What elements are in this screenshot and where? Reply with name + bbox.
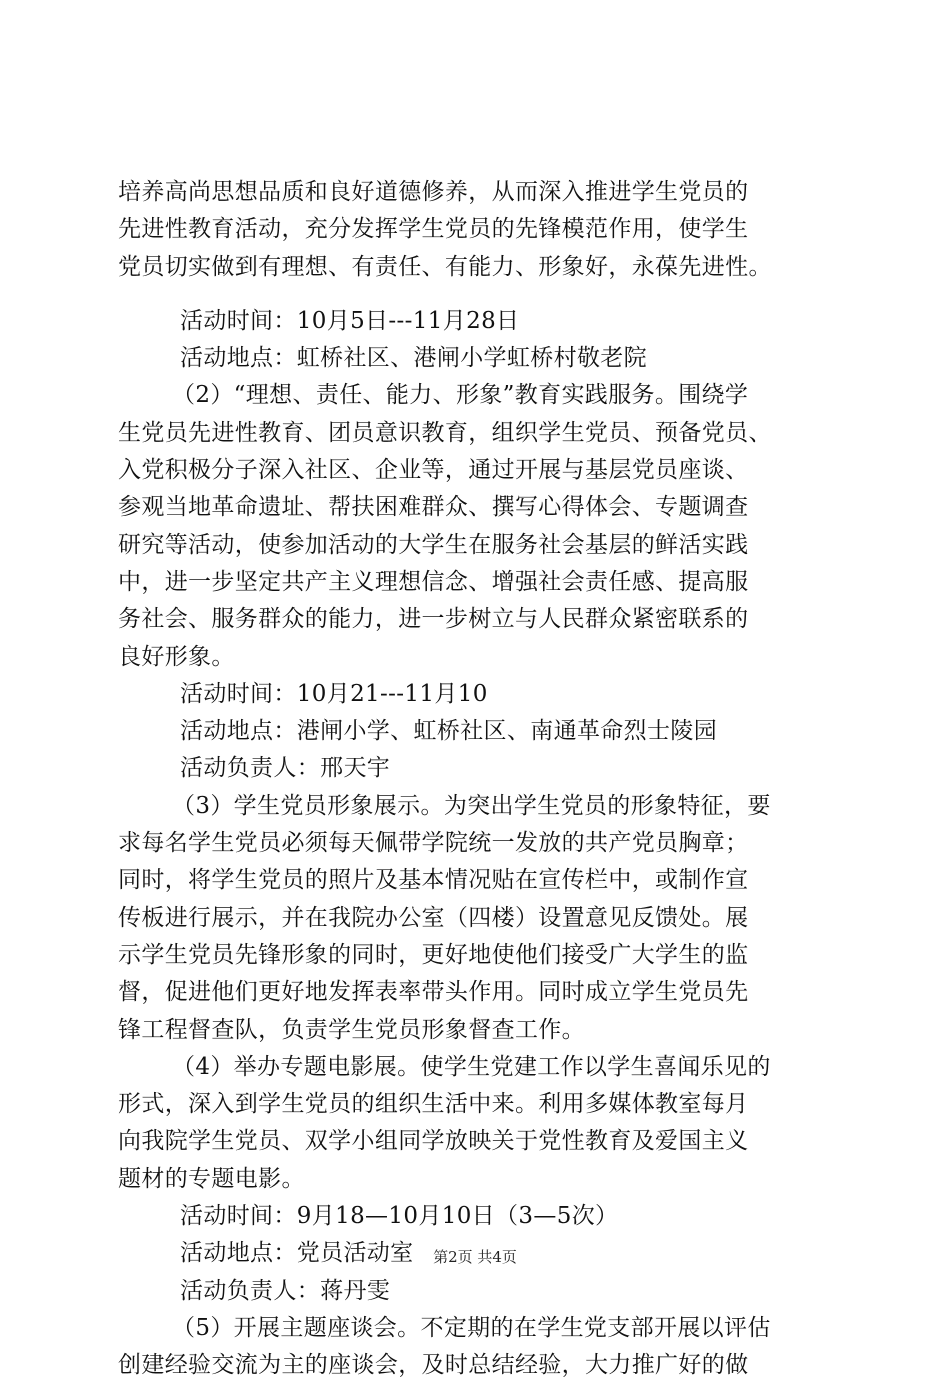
paragraph-intro: [118, 174, 838, 286]
activity-location: 活动地点：党员活动室: [180, 1240, 414, 1267]
activity-owner: 活动负责人：邢天宇: [180, 755, 391, 782]
activity-info-1: [118, 303, 838, 378]
activity-time: 活动时间：9月18—10月10日（3—5次）: [180, 1203, 619, 1230]
page-number-footer: 第2页 共4页: [433, 1248, 517, 1266]
activity-info-2: [118, 676, 838, 788]
activity-time: 活动时间：10月21---11月10: [180, 680, 488, 707]
text-line: 党员切实做到有理想、有责任、有能力、形象好，永葆先进性。: [118, 253, 772, 280]
text-line: 形式，深入到学生党员的组织生活中来。利用多媒体教室每月: [118, 1091, 749, 1118]
text-line: 生党员先进性教育、团员意识教育，组织学生党员、预备党员、: [118, 419, 772, 446]
paragraph-item-4: [118, 1049, 838, 1198]
paragraph-gap: [118, 286, 838, 303]
activity-owner: 活动负责人：蒋丹雯: [180, 1277, 391, 1304]
text-line: 良好形象。: [118, 643, 235, 670]
paragraph-item-2: [118, 377, 838, 675]
text-line: 题材的专题电影。: [118, 1165, 305, 1192]
text-line: （4）举办专题电影展。使学生党建工作以学生喜闻乐见的: [172, 1053, 771, 1080]
text-line: 同时，将学生党员的照片及基本情况贴在宣传栏中，或制作宣: [118, 867, 749, 894]
text-line: 向我院学生党员、双学小组同学放映关于党性教育及爱国主义: [118, 1128, 749, 1155]
paragraph-item-5: [118, 1310, 838, 1385]
text-line: 研究等活动，使参加活动的大学生在服务社会基层的鲜活实践: [118, 531, 749, 558]
text-line: 传板进行展示，并在我院办公室（四楼）设置意见反馈处。展: [118, 904, 749, 931]
activity-time: 活动时间：10月5日---11月28日: [180, 307, 520, 334]
text-line: 创建经验交流为主的座谈会，及时总结经验，大力推广好的做: [118, 1352, 749, 1379]
activity-location: 活动地点：虹桥社区、港闸小学虹桥村敬老院: [180, 345, 647, 372]
text-line: 参观当地革命遗址、帮扶困难群众、撰写心得体会、专题调查: [118, 494, 749, 521]
text-line: 培养高尚思想品质和良好道德修养，从而深入推进学生党员的: [118, 179, 749, 205]
text-line: 务社会、服务群众的能力，进一步树立与人民群众紧密联系的: [118, 606, 749, 633]
activity-location: 活动地点：港闸小学、虹桥社区、南通革命烈士陵园: [180, 718, 718, 745]
text-line: 示学生党员先锋形象的同时，更好地使他们接受广大学生的监: [118, 941, 749, 968]
text-line: 中，进一步坚定共产主义理想信念、增强社会责任感、提高服: [118, 568, 749, 595]
text-line: 先进性教育活动，充分发挥学生党员的先锋模范作用，使学生: [118, 216, 749, 243]
text-line: （2）“理想、责任、能力、形象”教育实践服务。围绕学: [172, 382, 749, 409]
text-line: 入党积极分子深入社区、企业等，通过开展与基层党员座谈、: [118, 457, 749, 484]
document-body: [118, 174, 838, 1385]
paragraph-item-3: [118, 788, 838, 1049]
text-line: （3）学生党员形象展示。为突出学生党员的形象特征，要: [172, 792, 771, 819]
text-line: （5）开展主题座谈会。不定期的在学生党支部开展以评估: [172, 1314, 771, 1341]
text-line: 求每名学生党员必须每天佩带学院统一发放的共产党员胸章；: [118, 830, 749, 857]
text-line: 督，促进他们更好地发挥表率带头作用。同时成立学生党员先: [118, 979, 749, 1006]
text-line: 锋工程督查队，负责学生党员形象督查工作。: [118, 1016, 585, 1043]
